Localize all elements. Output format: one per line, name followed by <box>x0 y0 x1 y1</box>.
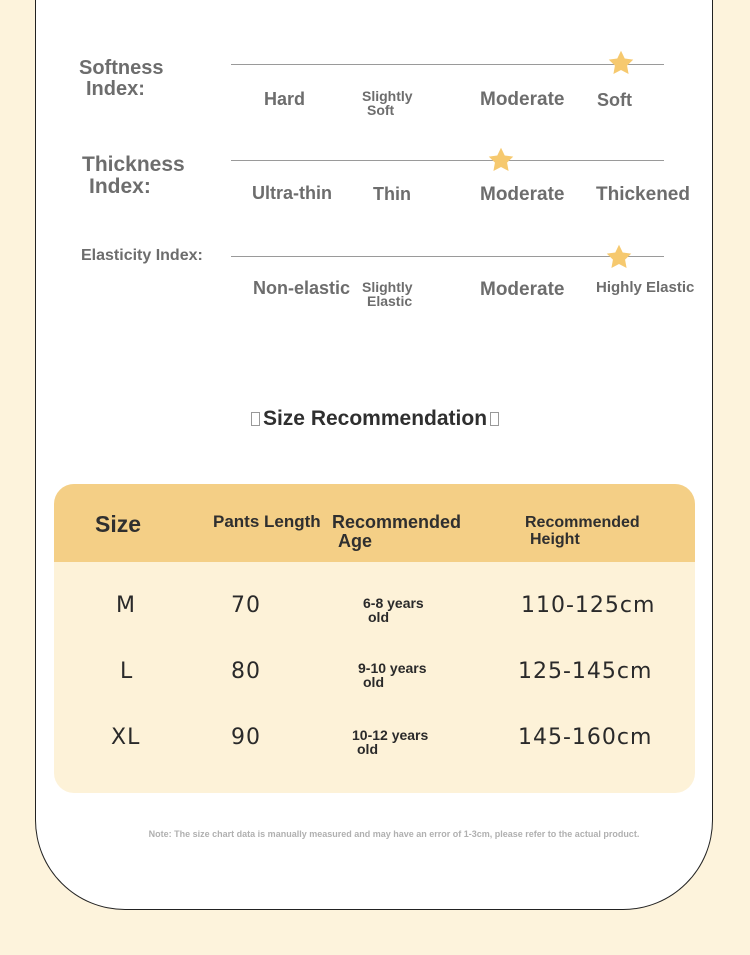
elasticity-scale-line <box>231 256 664 257</box>
elasticity-option-non-elastic: Non-elastic <box>253 278 351 298</box>
row-l-size: L <box>120 659 134 684</box>
row-xl-height: 145-160cm <box>518 725 653 750</box>
header-recommended-height: Recommended Height <box>525 514 640 548</box>
row-l-length: 80 <box>231 659 261 684</box>
row-m-height: 110-125cm <box>521 593 656 618</box>
softness-selected-star-icon <box>607 49 635 77</box>
row-m-size: M <box>116 593 136 618</box>
header-pants-length: Pants Length <box>213 512 321 531</box>
elasticity-selected-star-icon <box>605 243 633 271</box>
thickness-option-moderate: Moderate <box>480 184 565 205</box>
row-l-age: 9-10 years old <box>358 660 427 690</box>
softness-option-slightly-soft: Slightly Soft <box>362 88 413 118</box>
row-l-height: 125-145cm <box>518 659 653 684</box>
thickness-scale-line <box>231 160 664 161</box>
row-m-length: 70 <box>231 593 261 618</box>
elasticity-option-moderate: Moderate <box>480 279 565 300</box>
softness-option-moderate: Moderate <box>480 89 565 110</box>
thickness-index-label: Thickness Index: <box>82 153 185 199</box>
row-xl-age: 10-12 years old <box>352 727 429 757</box>
softness-index-label: Softness Index: <box>79 57 164 100</box>
thickness-option-thin: Thin <box>373 184 411 204</box>
row-xl-length: 90 <box>231 725 261 750</box>
header-recommended-age: Recommended Age <box>332 512 462 551</box>
softness-option-soft: Soft <box>597 90 632 110</box>
softness-scale-line <box>231 64 664 65</box>
thickness-option-ultra-thin: Ultra-thin <box>252 183 332 203</box>
title-bracket-right-icon <box>490 412 499 426</box>
thickness-option-thickened: Thickened <box>596 184 690 205</box>
title-bracket-left-icon <box>251 412 260 426</box>
size-table <box>54 484 695 793</box>
size-recommendation-title: Size Recommendation <box>0 407 750 431</box>
row-xl-size: XL <box>111 725 141 750</box>
thickness-selected-star-icon <box>487 146 515 174</box>
elasticity-index-label: Elasticity Index: <box>81 247 203 264</box>
row-m-age: 6-8 years old <box>363 595 424 625</box>
header-size: Size <box>95 511 142 537</box>
elasticity-option-slightly-elastic: Slightly Elastic <box>362 279 413 309</box>
size-chart-note: Note: The size chart data is manually measured and may have an error of 1-3cm, please refer to the actual product. <box>148 829 640 839</box>
elasticity-option-highly-elastic: Highly Elastic <box>596 279 695 296</box>
softness-option-hard: Hard <box>264 89 306 109</box>
